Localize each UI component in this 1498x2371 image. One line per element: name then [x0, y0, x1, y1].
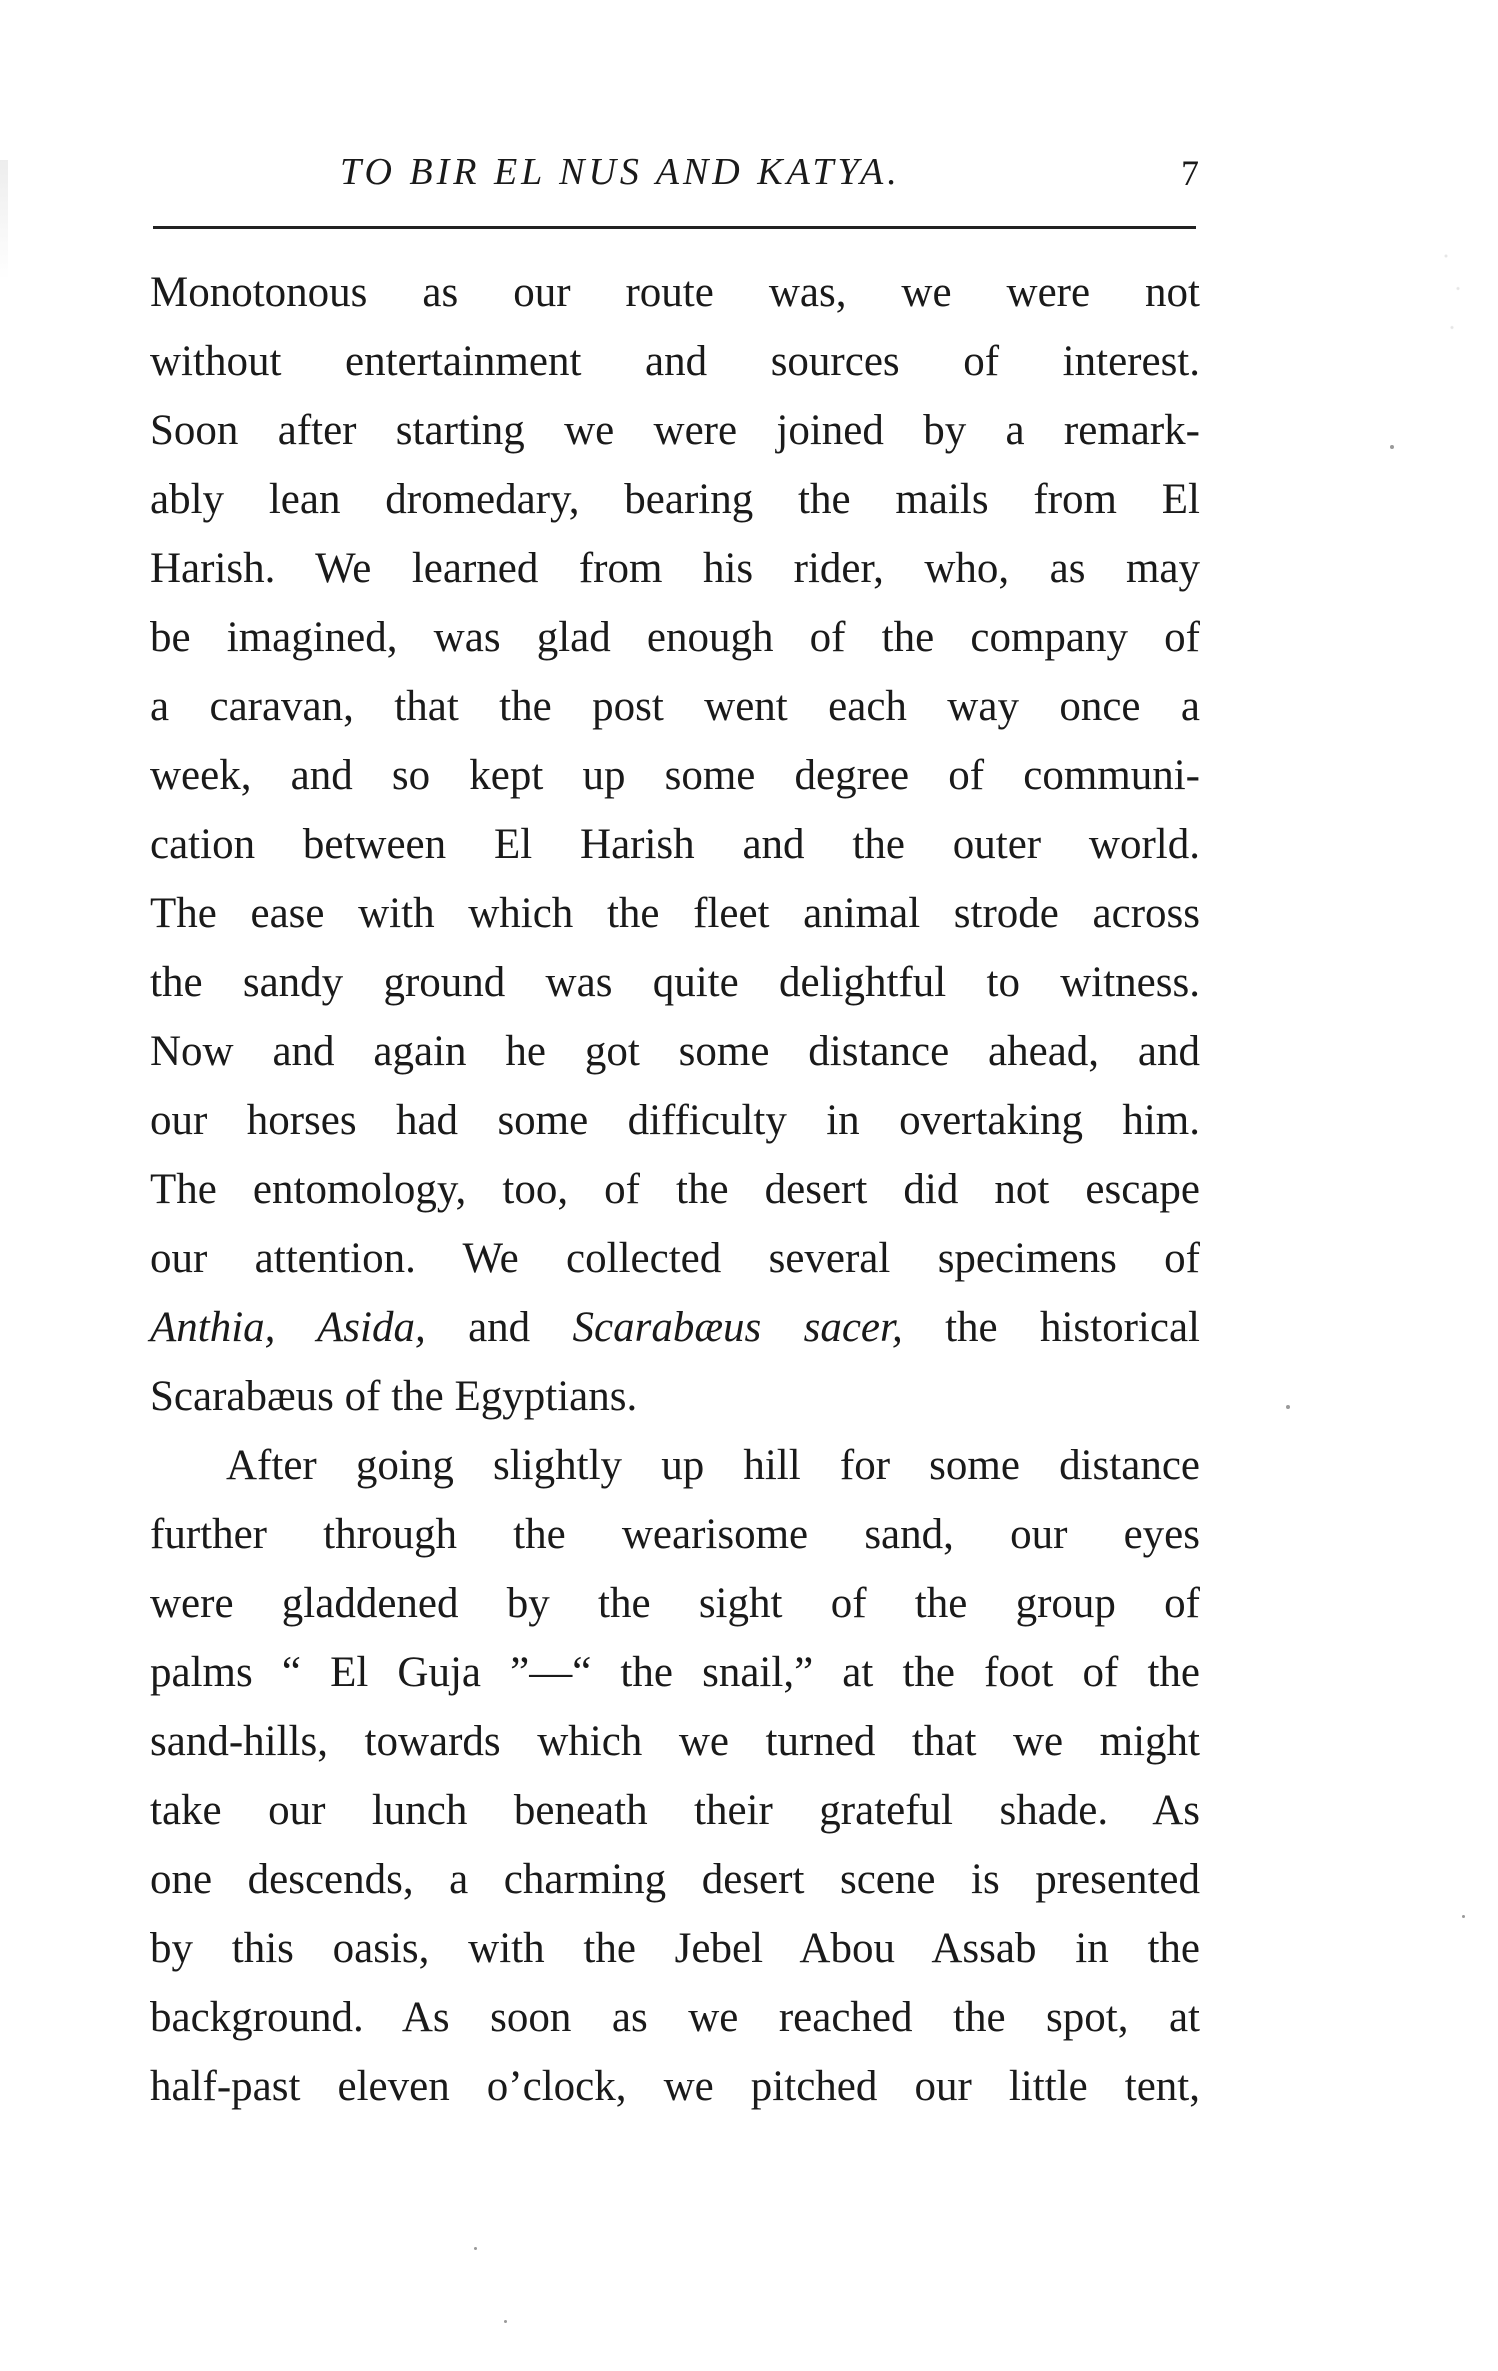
text-segment: by this oasis, with the Jebel Abou Assab in the — [150, 1925, 1200, 1972]
scan-speck — [1286, 1405, 1290, 1409]
text-line — [150, 1845, 1200, 1914]
text-line — [150, 1500, 1200, 1569]
text-line — [150, 1155, 1200, 1224]
text-line — [150, 1017, 1200, 1086]
text-segment: one descends, a charming desert scene is presented — [150, 1856, 1200, 1903]
text-segment: a caravan, that the post went each way once a — [150, 683, 1200, 730]
text-line — [150, 1293, 1200, 1362]
scan-speck — [504, 2320, 507, 2323]
text-segment: further through the wearisome sand, our eyes — [150, 1511, 1200, 1558]
text-segment: The ease with which the fleet animal strode across — [150, 890, 1200, 937]
text-segment: the sandy ground was quite delightful to witness. — [150, 959, 1200, 1006]
text-line — [150, 1086, 1200, 1155]
text-segment: be imagined, was glad enough of the company of — [150, 614, 1200, 661]
text-segment: Now and again he got some distance ahead, and — [150, 1028, 1200, 1075]
text-segment: week, and so kept up some degree of communi- — [150, 752, 1200, 799]
text-segment: Scarabæus of the Egyptians. — [150, 1373, 638, 1420]
text-segment: our horses had some difficulty in overtaking him. — [150, 1097, 1200, 1144]
text-line — [150, 1638, 1200, 1707]
text-line — [150, 603, 1200, 672]
text-line — [150, 1983, 1200, 2052]
text-line — [150, 465, 1200, 534]
text-line — [150, 1776, 1200, 1845]
text-segment: Soon after starting we were joined by a remark- — [150, 407, 1200, 454]
scan-margin-mark — [1440, 230, 1470, 360]
text-segment: cation between El Harish and the outer world. — [150, 821, 1200, 868]
text-line — [150, 1224, 1200, 1293]
text-line — [150, 948, 1200, 1017]
text-segment: without entertainment and sources of interest. — [150, 338, 1200, 385]
text-line — [150, 672, 1200, 741]
text-line — [150, 1362, 1200, 1431]
text-line — [150, 741, 1200, 810]
text-line — [150, 327, 1200, 396]
text-segment: sand-hills, towards which we turned that we might — [150, 1718, 1200, 1765]
running-head-title: TO BIR EL NUS AND KATYA. — [340, 151, 901, 193]
text-segment: take our lunch beneath their grateful shade. As — [150, 1787, 1200, 1834]
italic-text-segment: Scarabæus sacer, — [572, 1304, 903, 1351]
text-line — [150, 534, 1200, 603]
page-number: 7 — [1181, 153, 1199, 193]
scan-edge-mark — [0, 160, 8, 280]
text-segment: background. As soon as we reached the spot, at — [150, 1994, 1200, 2041]
text-line — [150, 1569, 1200, 1638]
header-rule — [153, 226, 1196, 229]
scan-speck — [1462, 1915, 1465, 1918]
text-segment: Monotonous as our route was, we were not — [150, 269, 1200, 316]
text-segment: our attention. We collected several specimens of — [150, 1235, 1200, 1282]
text-line — [150, 1707, 1200, 1776]
text-segment: Harish. We learned from his rider, who, as may — [150, 545, 1200, 592]
text-segment: palms “ El Guja ”—“ the snail,” at the foot of the — [150, 1649, 1200, 1696]
text-segment: were gladdened by the sight of the group of — [150, 1580, 1200, 1627]
text-line — [150, 1914, 1200, 1983]
text-line — [150, 810, 1200, 879]
text-segment: half-past eleven o’clock, we pitched our little tent, — [150, 2063, 1200, 2110]
text-line — [150, 396, 1200, 465]
text-segment: the historical — [902, 1304, 1200, 1351]
text-line — [150, 2052, 1200, 2121]
text-segment: After going slightly up hill for some distance — [226, 1442, 1200, 1489]
scan-speck — [1390, 445, 1394, 449]
text-line — [150, 1431, 1200, 1500]
text-line — [150, 258, 1200, 327]
text-segment: The entomology, too, of the desert did not escape — [150, 1166, 1200, 1213]
body-text — [150, 258, 1200, 2121]
scan-speck — [474, 2247, 477, 2250]
text-line — [150, 879, 1200, 948]
text-segment: ably lean dromedary, bearing the mails from El — [150, 476, 1200, 523]
italic-text-segment: Anthia, Asida, — [150, 1304, 426, 1351]
text-segment: and — [425, 1304, 573, 1351]
